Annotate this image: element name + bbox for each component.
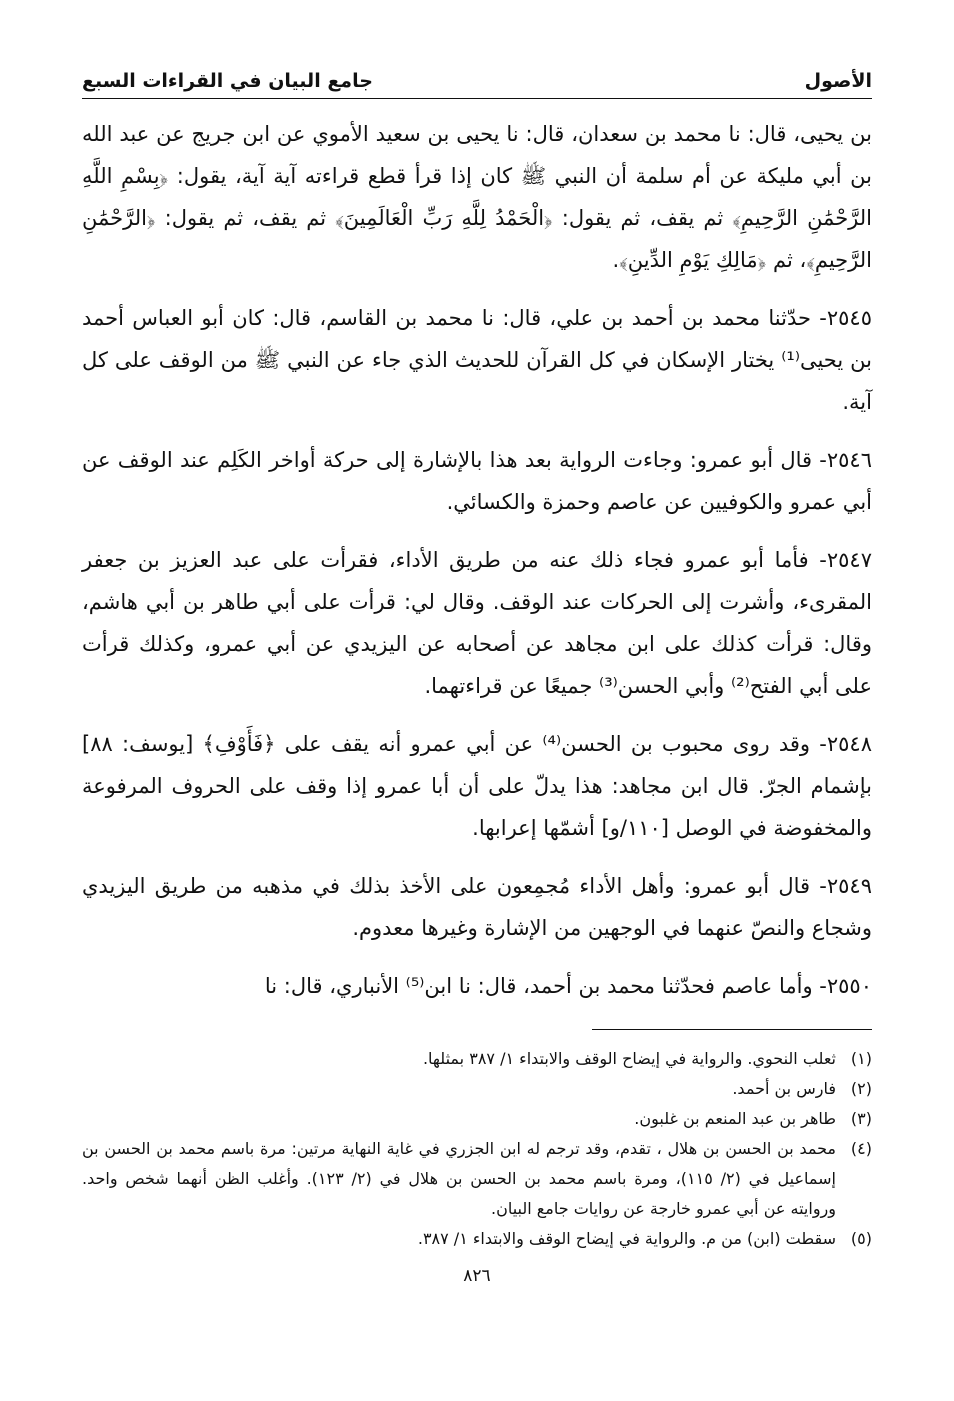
footnotes — [82, 1044, 872, 1254]
footnote-number: (١) — [850, 1049, 872, 1068]
footnote-4 — [82, 1134, 872, 1224]
paragraph-2546: ٢٥٤٦- قال أبو عمرو: وجاءت الرواية بعد هذا بالإشارة إلى حركة أواخر الكَلِم عند الوقف عن أبي عمرو والكوفيين عن عاصم وحمزة والكسائي. — [82, 448, 872, 514]
header-section-title: الأصول — [804, 70, 872, 92]
footnote-text: ثعلب النحوي. والرواية في إيضاح الوقف والابتداء ١/ ٣٨٧ بمثلها. — [422, 1049, 836, 1068]
header-book-title: جامع البيان في القراءات السبع — [82, 70, 373, 92]
footnote-text: محمد بن الحسن بن هلال ، تقدم، وقد ترجم له ابن الجزري في غاية النهاية مرتين: مرة باسم محمد بن الحسن بن إسماعيل في (٢/ ١١٥)، ومرة باسم محمد بن الحسن بن هلال في (٢/ ١٢٣). وأغلب الظن أنهما شخص واحد. وروايته عن أبي عمرو خارجة عن روايات جامع البيان. — [82, 1139, 836, 1218]
paragraph-continuation: بن يحيى، قال: نا محمد بن سعدان، قال: نا يحيى بن سعيد الأموي عن ابن جريج عن عبد الله بن أبي مليكة عن أم سلمة أن النبي ﷺ كان إذا قرأ قطع قراءته آية آية، يقول: ﴿بِسْمِ اللَّهِ الرَّحْمَٰنِ الرَّحِيمِ﴾ ثم يقف، ثم يقول: ﴿الْحَمْدُ لِلَّهِ رَبِّ الْعَالَمِينَ﴾ ثم يقف، ثم يقول: ﴿الرَّحْمَٰنِ الرَّحِيمِ﴾، ثم ﴿مَالِكِ يَوْمِ الدِّينِ﴾. — [82, 122, 872, 272]
paragraph-2549: ٢٥٤٩- قال أبو عمرو: وأهل الأداء مُجمِعون على الأخذ بذلك في مذهبه من طريق اليزيدي وشجاع والنصّ عنهما في الوجهين من الإشارة وغيرها معدوم. — [82, 874, 872, 940]
footnote-3 — [82, 1104, 872, 1134]
footnote-2 — [82, 1074, 872, 1104]
footnote-text: فارس بن أحمد. — [732, 1079, 836, 1098]
footnote-number: (٣) — [850, 1109, 872, 1128]
footnote-text: سقطت (ابن) من م. والرواية في إيضاح الوقف والابتداء ١/ ٣٨٧. — [417, 1229, 836, 1248]
footnote-5 — [82, 1224, 872, 1254]
footnote-divider — [592, 1029, 872, 1030]
paragraph-2548: ٢٥٤٨- وقد روى محبوب بن الحسن⁽⁴⁾ عن أبي عمرو أنه يقف على ﴿فَأَوْفِ﴾ [يوسف: ٨٨] بإشمام الجرّ. قال ابن مجاهد: هذا يدلّ على أن أبا عمرو إذا وقف على الحروف المرفوعة والمخفوضة في الوصل [١١٠/و] أشمّها إعرابها. — [82, 732, 872, 840]
footnote-1 — [82, 1044, 872, 1074]
paragraph-2550: ٢٥٥٠- وأما عاصم فحدّثنا محمد بن أحمد، قال: نا ابن⁽⁵⁾ الأنباري، قال: نا — [264, 974, 872, 998]
document-page — [82, 60, 872, 1286]
footnote-number: (٢) — [850, 1079, 872, 1098]
main-text — [82, 113, 872, 1007]
paragraph-2545: ٢٥٤٥- حدّثنا محمد بن أحمد بن علي، قال: نا محمد بن القاسم، قال: كان أبو العباس أحمد بن يحيى⁽¹⁾ يختار الإسكان في كل القرآن للحديث الذي جاء عن النبي ﷺ من الوقف على كل آية. — [82, 306, 872, 414]
running-header — [82, 60, 872, 99]
page-number: ٨٢٦ — [463, 1266, 491, 1286]
footnote-number: (٤) — [850, 1139, 872, 1158]
paragraph-2547: ٢٥٤٧- فأما أبو عمرو فجاء ذلك عنه من طريق الأداء، فقرأت على عبد العزيز بن جعفر المقرىء، وأشرت إلى الحركات عند الوقف. وقال لي: قرأت على أبي طاهر بن أبي هاشم، وقال: قرأت كذلك على ابن مجاهد عن أصحابه عن اليزيدي عن أبي عمرو، وكذلك قرأت على أبي الفتح⁽²⁾ وأبي الحسن⁽³⁾ جميعًا عن قراءتهما. — [82, 548, 872, 698]
footnote-number: (٥) — [850, 1229, 872, 1248]
footnote-text: طاهر بن عبد المنعم بن غلبون. — [634, 1109, 836, 1128]
